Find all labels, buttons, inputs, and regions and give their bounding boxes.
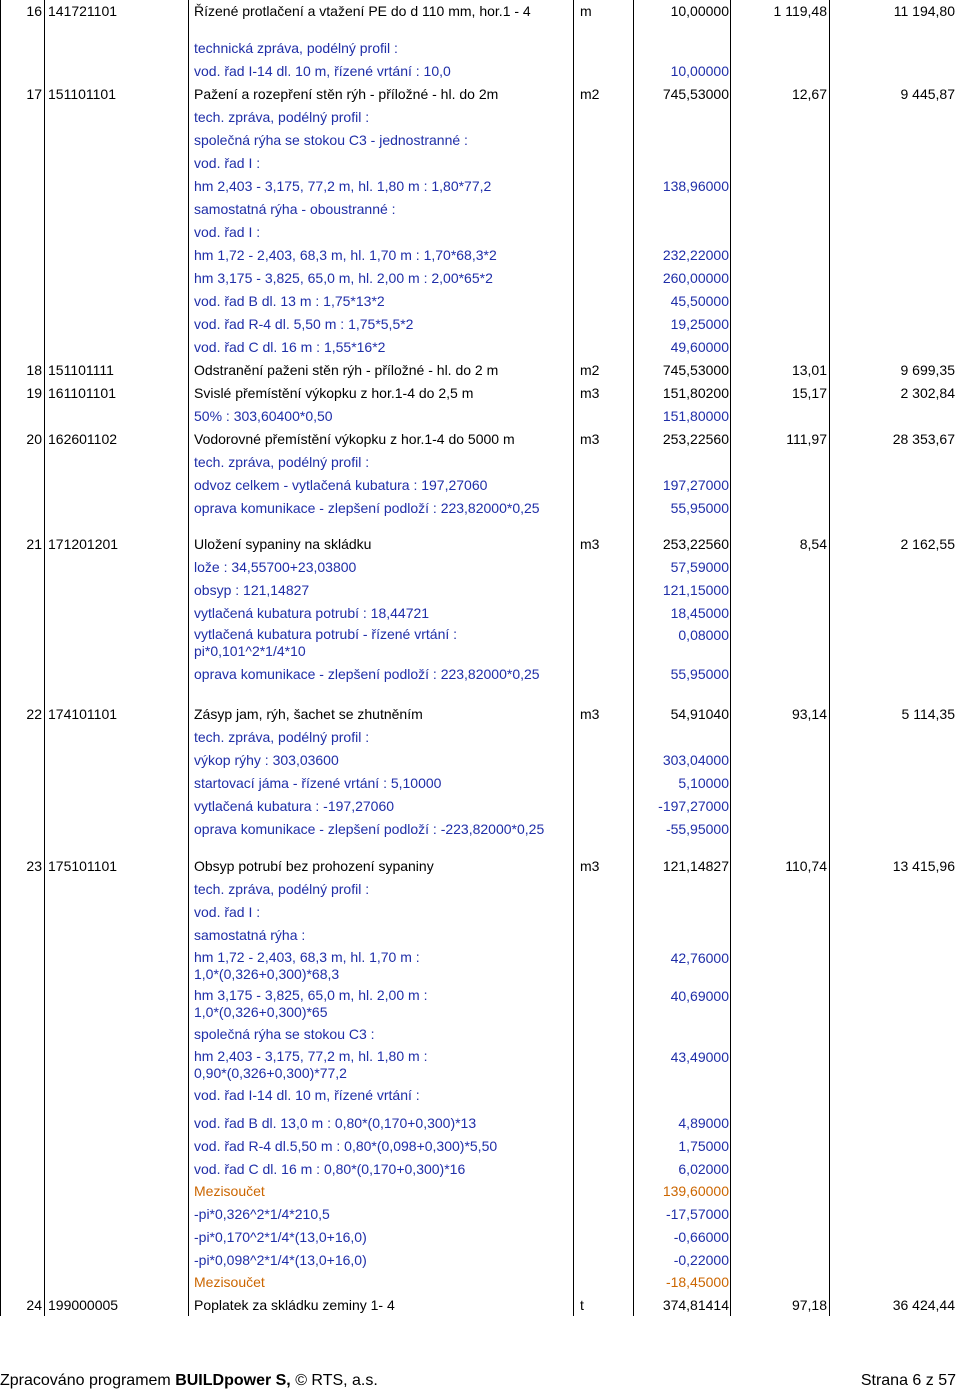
item-total: 13 415,96 [892,858,955,874]
item-unit: m2 [580,86,600,102]
item-total: 2 302,84 [900,385,955,401]
item-description: odvoz celkem - vytlačená kubatura : 197,27060 [194,477,488,493]
item-total: 11 194,80 [893,3,955,19]
item-number: 23 [26,858,42,874]
table-row-detail [0,901,960,923]
table-row-item [0,533,960,555]
table-row-detail [0,602,960,624]
item-description-line: hm 3,175 - 3,825, 65,0 m, hl. 2,00 m : [194,987,428,1003]
item-unit: m3 [580,706,600,722]
item-quantity: 374,81414 [662,1297,729,1313]
table-row-detail [0,1112,960,1134]
item-description [194,626,494,660]
table-row-detail [0,579,960,601]
item-quantity: 10,00000 [670,63,729,79]
table-row-item [0,382,960,404]
item-description-line: 1,0*(0,326+0,300)*65 [194,1004,328,1020]
table-row-detail [0,947,960,982]
table-row-detail [0,985,960,1020]
item-description: -pi*0,170^2*1/4*(13,0+16,0) [194,1229,367,1245]
item-code: 151101101 [48,86,116,102]
item-code: 174101101 [48,706,118,722]
item-description: vod. řad R-4 dl.5,50 m : 0,80*(0,098+0,300)*5,50 [194,1138,498,1154]
item-number: 24 [26,1297,42,1313]
item-description: Uložení sypaniny na skládku [194,536,372,552]
item-quantity: 40,69000 [670,988,729,1004]
item-unit-price: 97,18 [791,1297,827,1313]
table-row-detail [0,129,960,151]
item-description: vod. řad B dl. 13,0 m : 0,80*(0,170+0,300)*13 [194,1115,477,1131]
item-description: -pi*0,098^2*1/4*(13,0+16,0) [194,1252,367,1268]
item-unit: m3 [580,431,600,447]
item-description: Poplatek za skládku zeminy 1- 4 [194,1297,395,1313]
table-row-detail [0,624,960,659]
item-total: 36 424,44 [892,1297,955,1313]
table-row-detail [0,244,960,266]
item-quantity: 260,00000 [662,270,729,286]
item-total: 9 699,35 [900,362,955,378]
item-description [194,949,494,983]
item-description: hm 3,175 - 3,825, 65,0 m, hl. 2,00 m : 2,00*65*2 [194,270,493,286]
item-quantity: 253,22560 [662,431,729,447]
item-description: oprava komunikace - zlepšení podloží : 223,82000*0,25 [194,666,540,682]
item-quantity: 43,49000 [670,1049,729,1065]
item-number: 18 [26,362,42,378]
item-description: hm 1,72 - 2,403, 68,3 m, hl. 1,70 m : 1,70*68,3*2 [194,247,497,263]
item-description: vytlačená kubatura : -197,27060 [194,798,395,814]
item-description: Obsyp potrubí bez prohození sypaniny [194,858,434,874]
item-quantity: 18,45000 [670,605,729,621]
item-unit: m3 [580,385,600,401]
item-description: Odstranění paženi stěn rýh - příložné - hl. do 2 m [194,362,499,378]
item-description: vod. řad C dl. 16 m : 1,55*16*2 [194,339,386,355]
item-number: 20 [26,431,42,447]
table-row-detail [0,290,960,312]
item-description: oprava komunikace - zlepšení podloží : 223,82000*0,25 [194,500,540,516]
item-unit-price: 8,54 [799,536,827,552]
item-description: tech. zpráva, podélný profil : [194,109,370,125]
table-row-item [0,359,960,381]
item-quantity: 139,60000 [662,1183,729,1199]
footer-program-prefix: Zpracováno programem [0,1372,176,1389]
table-row-detail [0,1249,960,1271]
item-unit-price: 110,74 [785,858,827,874]
item-number: 17 [26,86,42,102]
table-row-item [0,83,960,105]
table-row-detail [0,1226,960,1248]
table-row-detail [0,474,960,496]
table-row-detail [0,198,960,220]
item-number: 19 [26,385,42,401]
item-quantity: 0,08000 [678,627,729,643]
item-number: 22 [26,706,42,722]
item-number: 16 [26,3,42,19]
item-quantity: -55,95000 [665,821,729,837]
item-description: vytlačená kubatura potrubí : 18,44721 [194,605,430,621]
table-row-detail [0,37,960,59]
item-description: vod. řad R-4 dl. 5,50 m : 1,75*5,5*2 [194,316,414,332]
item-quantity: 49,60000 [670,339,729,355]
item-quantity: -18,45000 [665,1274,729,1290]
item-quantity: 197,27000 [662,477,729,493]
item-description: vod. řad B dl. 13 m : 1,75*13*2 [194,293,385,309]
item-description: Vodorovné přemístění výkopku z hor.1-4 do 5000 m [194,431,515,447]
table-row-detail [0,221,960,243]
table-row-detail [0,818,960,840]
item-description-line: hm 2,403 - 3,175, 77,2 m, hl. 1,80 m : [194,1048,428,1064]
item-quantity: 745,53000 [662,362,729,378]
item-quantity: 151,80000 [662,408,729,424]
item-description [194,1048,494,1082]
item-description-line: pi*0,101^2*1/4*10 [194,643,306,659]
item-unit-price: 15,17 [791,385,827,401]
item-code: 162601102 [48,431,118,447]
item-description: tech. zpráva, podélný profil : [194,729,370,745]
item-code: 175101101 [48,858,118,874]
page-number: Strana 6 z 57 [860,1372,956,1389]
table-row-detail [0,60,960,82]
table-row-detail [0,878,960,900]
item-quantity: 151,80200 [662,385,729,401]
item-description: společná rýha se stokou C3 - jednostranné : [194,132,468,148]
item-description: vod. řad C dl. 16 m : 0,80*(0,170+0,300)*16 [194,1161,466,1177]
table-row-detail [0,152,960,174]
item-unit: m2 [580,362,600,378]
table-row-detail [0,1135,960,1157]
item-description: vod. řad I : [194,904,261,920]
item-description: -pi*0,326^2*1/4*210,5 [194,1206,330,1222]
table-row-item [0,855,960,877]
item-unit-price: 12,67 [791,86,827,102]
item-description-line: vytlačená kubatura potrubí - řízené vrtání : [194,626,458,642]
item-description: tech. zpráva, podélný profil : [194,454,370,470]
table-row-detail [0,336,960,358]
item-total: 9 445,87 [900,86,955,102]
table-row-detail [0,106,960,128]
item-description: technická zpráva, podélný profil : [194,40,398,56]
item-quantity: 10,00000 [670,3,729,19]
item-description: Pažení a rozepření stěn rýh - příložné - hl. do 2m [194,86,499,102]
item-unit-price: 93,14 [791,706,827,722]
item-description: Zásyp jam, rýh, šachet se zhutněním [194,706,423,722]
item-description: Svislé přemístění výkopku z hor.1-4 do 2,5 m [194,385,474,401]
footer-copyright: © RTS, a.s. [290,1372,378,1389]
item-description: Řízené protlačení a vtažení PE do d 110 mm, hor.1 - 4 [194,3,531,19]
item-quantity: -197,27000 [658,798,729,814]
table-row-detail [0,556,960,578]
item-quantity: 4,89000 [678,1115,729,1131]
item-description: vod. řad I-14 dl. 10 m, řízené vrtání : 10,0 [194,63,451,79]
item-quantity: 42,76000 [670,950,729,966]
item-quantity: 303,04000 [662,752,729,768]
item-quantity: 6,02000 [678,1161,729,1177]
item-quantity: 121,14827 [662,858,729,874]
table-row-detail [0,1271,960,1293]
item-description: obsyp : 121,14827 [194,582,310,598]
table-row-detail [0,175,960,197]
table-row-item [0,0,960,22]
item-description: vod. řad I-14 dl. 10 m, řízené vrtání : [194,1087,420,1103]
table-row-detail [0,1158,960,1180]
item-quantity: 5,10000 [678,775,729,791]
item-description: výkop rýhy : 303,03600 [194,752,339,768]
item-unit-price: 13,01 [791,362,827,378]
item-description: startovací jáma - řízené vrtání : 5,10000 [194,775,442,791]
item-description [194,987,494,1021]
item-code: 141721101 [48,3,118,19]
item-description: samostatná rýha - oboustranné : [194,201,396,217]
footer-program-name: BUILDpower S, [175,1372,291,1389]
item-quantity: 138,96000 [662,178,729,194]
table-row-detail [0,267,960,289]
table-row-detail [0,749,960,771]
table-row-detail [0,924,960,946]
table-row-detail [0,451,960,473]
item-code: 171201201 [48,536,119,552]
table-row-item [0,703,960,725]
item-description: Mezisoučet [194,1274,265,1290]
item-total: 28 353,67 [892,431,955,447]
table-row-item [0,428,960,450]
item-quantity: 121,15000 [662,582,729,598]
item-description: lože : 34,55700+23,03800 [194,559,357,575]
table-row-detail [0,772,960,794]
table-row-detail [0,1046,960,1081]
item-unit: m3 [580,536,600,552]
table-row-detail [0,1203,960,1225]
item-quantity: 1,75000 [678,1138,729,1154]
item-number: 21 [26,536,42,552]
item-quantity: 55,95000 [670,500,729,516]
item-description: Mezisoučet [194,1183,265,1199]
page-footer [0,1372,960,1396]
item-description-line: 0,90*(0,326+0,300)*77,2 [194,1065,347,1081]
item-quantity: -17,57000 [665,1206,729,1222]
table-row-detail [0,726,960,748]
item-quantity: -0,66000 [673,1229,729,1245]
item-description-line: hm 1,72 - 2,403, 68,3 m, hl. 1,70 m : [194,949,420,965]
table-row-detail [0,1023,960,1045]
item-quantity: 745,53000 [662,86,729,102]
item-unit: m3 [580,858,600,874]
table-row-item [0,1294,960,1316]
item-quantity: 19,25000 [670,316,729,332]
item-unit: t [580,1297,584,1313]
item-description: samostatná rýha : [194,927,306,943]
item-code: 161101101 [48,385,116,401]
item-unit: m [580,3,592,19]
item-description-line: 1,0*(0,326+0,300)*68,3 [194,966,340,982]
item-description: 50% : 303,60400*0,50 [194,408,333,424]
item-unit-price: 111,97 [786,431,827,447]
item-total: 5 114,35 [901,706,955,722]
table-row-detail [0,497,960,519]
item-total: 2 162,55 [900,536,955,552]
item-unit-price: 1 119,48 [773,3,827,19]
item-quantity: 45,50000 [670,293,729,309]
item-description: hm 2,403 - 3,175, 77,2 m, hl. 1,80 m : 1,80*77,2 [194,178,492,194]
item-quantity: -0,22000 [673,1252,729,1268]
footer-program [0,1372,378,1390]
item-quantity: 253,22560 [662,536,729,552]
item-description: společná rýha se stokou C3 : [194,1026,375,1042]
table-row-detail [0,1180,960,1202]
item-description: oprava komunikace - zlepšení podloží : -223,82000*0,25 [194,821,545,837]
table-row-detail [0,313,960,335]
item-quantity: 55,95000 [670,666,729,682]
item-quantity: 57,59000 [670,559,729,575]
item-quantity: 54,91040 [670,706,729,722]
item-code: 151101111 [48,362,114,378]
item-description: vod. řad I : [194,224,261,240]
item-description: vod. řad I : [194,155,261,171]
item-code: 199000005 [48,1297,119,1313]
item-description: tech. zpráva, podélný profil : [194,881,370,897]
table-row-detail [0,663,960,685]
table-row-detail [0,405,960,427]
table-row-detail [0,795,960,817]
table-row-detail [0,1084,960,1106]
item-quantity: 232,22000 [662,247,729,263]
